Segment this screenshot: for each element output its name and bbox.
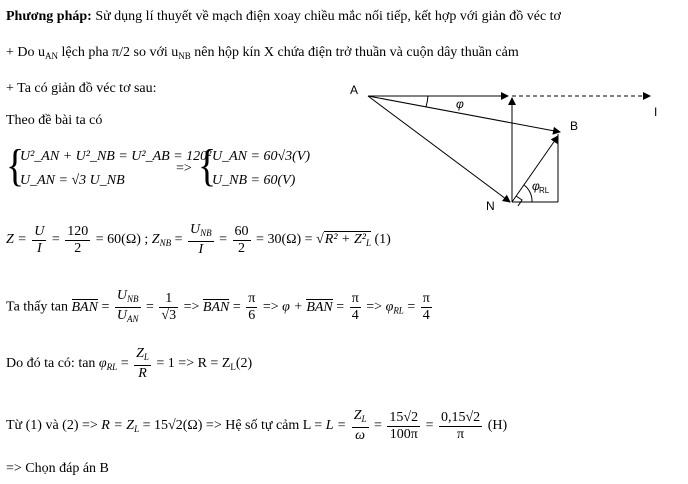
z-frac1: [32, 224, 46, 257]
tan-arrow3: =>: [366, 299, 383, 315]
phi-sum: φ +: [282, 299, 303, 315]
arc-ban-3: BAN: [306, 299, 333, 315]
phase-sub-an: AN: [45, 51, 59, 61]
do-do-result-sub: L: [230, 362, 236, 373]
znb-frac2-den: 2: [238, 240, 246, 256]
do-do-frac: [134, 346, 151, 382]
given-intro: Theo đề bài ta có: [6, 113, 103, 128]
implies-arrow: =>: [176, 161, 192, 176]
pi6-num: π: [248, 291, 256, 306]
z-result: = 60(Ω): [95, 232, 141, 248]
arc-ban-2: BAN: [202, 299, 230, 315]
tu-frac1-den: ω: [355, 428, 366, 443]
znb-frac1-den: I: [198, 242, 204, 257]
znb-result: = 30(Ω) =: [256, 232, 313, 248]
znb-frac1: [188, 222, 214, 258]
phase-prefix: + Do u: [6, 45, 46, 60]
znb-lhs: Z: [151, 232, 160, 248]
z-frac2-den: 2: [74, 240, 82, 256]
tag-1: (1): [374, 232, 391, 248]
do-do-num: [134, 346, 151, 366]
tan-arrow1: =>: [183, 299, 200, 315]
system1-row1: U²_AN + U²_NB = U²_AB = 120²: [20, 149, 212, 164]
tan-frac1-den-main: U: [116, 308, 127, 323]
method-line: [6, 8, 561, 26]
phase-line: [6, 44, 519, 65]
z-frac2: [65, 224, 90, 257]
pi4-den: 4: [351, 308, 359, 323]
label-phi-rl: φ: [532, 179, 540, 193]
tan-frac1-den-sub: AN: [126, 314, 139, 324]
impedance-line: Z = $\frac{U}{I}$ = $\frac{120}{2}$ = 60(Ω) ; $Z_{NB}$ = $\frac{U_{NB}}{I}$ = $\frac{60}{2}$ = $30(\Omega) = √R^2 + Z^2_L$ (1): [6, 222, 391, 257]
phase-suffix: nên hộp kín X chứa điện trở thuần và cuộn dây thuần cảm: [194, 45, 519, 60]
z-frac1-num: U: [34, 223, 45, 239]
tu-frac1: [352, 408, 369, 444]
right-angle-mark: [516, 196, 522, 206]
znb-sub: NB: [159, 238, 172, 249]
label-i: I: [654, 105, 658, 119]
tu-unit: (H): [487, 418, 508, 434]
tu-line: Từ (1) và $(2) => R = Z_L = 15√2(\Omega)$ => Hệ số tự cảm L = L = $\frac{Z_L}{\omega}$ = $\frac{15√2}{100\pi}$ = $\frac{0,15√2}{\pi}$ (H): [6, 408, 508, 443]
sqrt-expr-main: R² + Z²: [324, 232, 366, 248]
znb-frac2-num: 60: [234, 223, 249, 239]
znb-frac1-num: [188, 222, 214, 242]
do-do-phi: φ: [98, 356, 107, 372]
znb-frac2: [233, 224, 251, 257]
tu-r-val: = 15√2(Ω) => Hệ số tự cảm L =: [142, 418, 323, 434]
pi4-num: π: [351, 291, 359, 306]
right-brace: {: [198, 140, 217, 192]
phi-rl: φ: [385, 299, 394, 315]
vector-ab: [368, 96, 560, 132]
method-label: Phương pháp:: [6, 9, 92, 24]
tu-frac3-den: π: [457, 426, 465, 442]
pi4b-frac: [421, 291, 432, 324]
phase-sub-nb: NB: [178, 51, 191, 61]
tan-frac2-den: √3: [161, 308, 177, 323]
tu-frac3-num: 0,15√2: [441, 409, 481, 425]
z-lhs: Z =: [6, 232, 27, 248]
pi4b-den: 4: [422, 308, 430, 323]
tu-frac2: [387, 410, 420, 443]
sqrt-expr: [324, 231, 371, 247]
tu-frac1-num-main: Z: [353, 408, 362, 423]
tag-2: (2): [235, 356, 253, 372]
tu-r-sub: L: [134, 424, 140, 435]
vector-diagram: [336, 80, 676, 220]
tan-arrow2: =>: [262, 299, 279, 315]
tu-frac2-den: 100π: [389, 426, 418, 442]
tan-line: Ta thấy tan BAN = $\frac{U_{NB}}{U_{AN}}$ = $\frac{1}{√3}$ => BAN = $\frac{\pi}{6}$ => φ + BAN = $\frac{\pi}{4}$ => $\varphi_{RL}$ = $\frac{\pi}{4}$: [6, 288, 434, 327]
tan-frac2: [159, 291, 178, 324]
tu-frac1-num-sub: L: [361, 414, 367, 424]
do-do-line: Do đó ta có: $\tan \varphi_{RL}$ = $\frac{Z_L}{R}$ = $1 => R = Z_L(2)$: [6, 346, 253, 381]
label-phi-rl-sub: RL: [539, 186, 550, 195]
tan-frac1-num-sub: NB: [126, 294, 139, 304]
znb-frac1-num-main: U: [190, 222, 201, 237]
phi-rl-arc: [524, 185, 532, 202]
label-b: B: [570, 119, 579, 133]
pi6-frac: [246, 291, 257, 324]
diagram-intro: + Ta có giản đồ véc tơ sau:: [6, 81, 157, 96]
z-frac1-den: I: [36, 240, 42, 256]
do-do-num-main: Z: [136, 346, 144, 361]
sqrt-expr-sub: L: [365, 238, 371, 249]
do-do-num-sub: L: [143, 352, 149, 362]
z-sep: ;: [144, 232, 149, 248]
system2-row2: U_NB = 60(V): [212, 173, 296, 188]
tu-prefix: Từ (1) và (2) =>: [6, 418, 98, 434]
do-do-phi-sub: RL: [106, 362, 118, 373]
system2-row1: U_AN = 60√3(V): [212, 149, 311, 164]
pi4b-num: π: [422, 291, 430, 306]
system1-row2: U_AN = √3 U_NB: [20, 173, 125, 188]
answer-line: => Chọn đáp án B: [6, 461, 109, 476]
phi-arc: [426, 96, 428, 107]
tu-frac2-num: 15√2: [389, 409, 419, 425]
tu-frac3: [439, 410, 482, 443]
tan-frac1-num-main: U: [116, 288, 127, 303]
znb-frac1-num-sub: NB: [200, 228, 212, 238]
vector-an: [368, 96, 510, 202]
method-text: Sử dụng lí thuyết về mạch điện xoay chiều mắc nối tiếp, kết hợp với giản đồ véc tơ: [95, 9, 561, 24]
label-phi: φ: [456, 97, 464, 111]
tan-prefix: Ta thấy tan: [6, 299, 68, 315]
tan-frac1-den: [115, 308, 141, 327]
label-a: A: [350, 83, 359, 97]
tu-frac1-num: [352, 408, 369, 428]
do-do-den: R: [138, 366, 147, 381]
left-brace: {: [6, 140, 25, 192]
label-n: N: [486, 199, 495, 213]
tan-frac1-num: [115, 288, 141, 308]
do-do-result: = 1 => R = Z: [156, 356, 231, 372]
arc-ban-1: BAN: [71, 299, 98, 315]
pi4-frac: [350, 291, 361, 324]
phi-rl-sub: RL: [393, 305, 404, 316]
pi6-den: 6: [248, 308, 256, 323]
tan-frac1: [115, 288, 141, 327]
tan-frac2-num: 1: [159, 291, 178, 308]
do-do-prefix: Do đó ta có: tan: [6, 356, 96, 372]
tu-l-lhs: L =: [325, 418, 347, 434]
phase-mid: lệch pha π/2 so với u: [61, 45, 179, 60]
tu-r-eq: R = Z: [101, 418, 135, 434]
z-frac2-num: 120: [67, 223, 89, 239]
